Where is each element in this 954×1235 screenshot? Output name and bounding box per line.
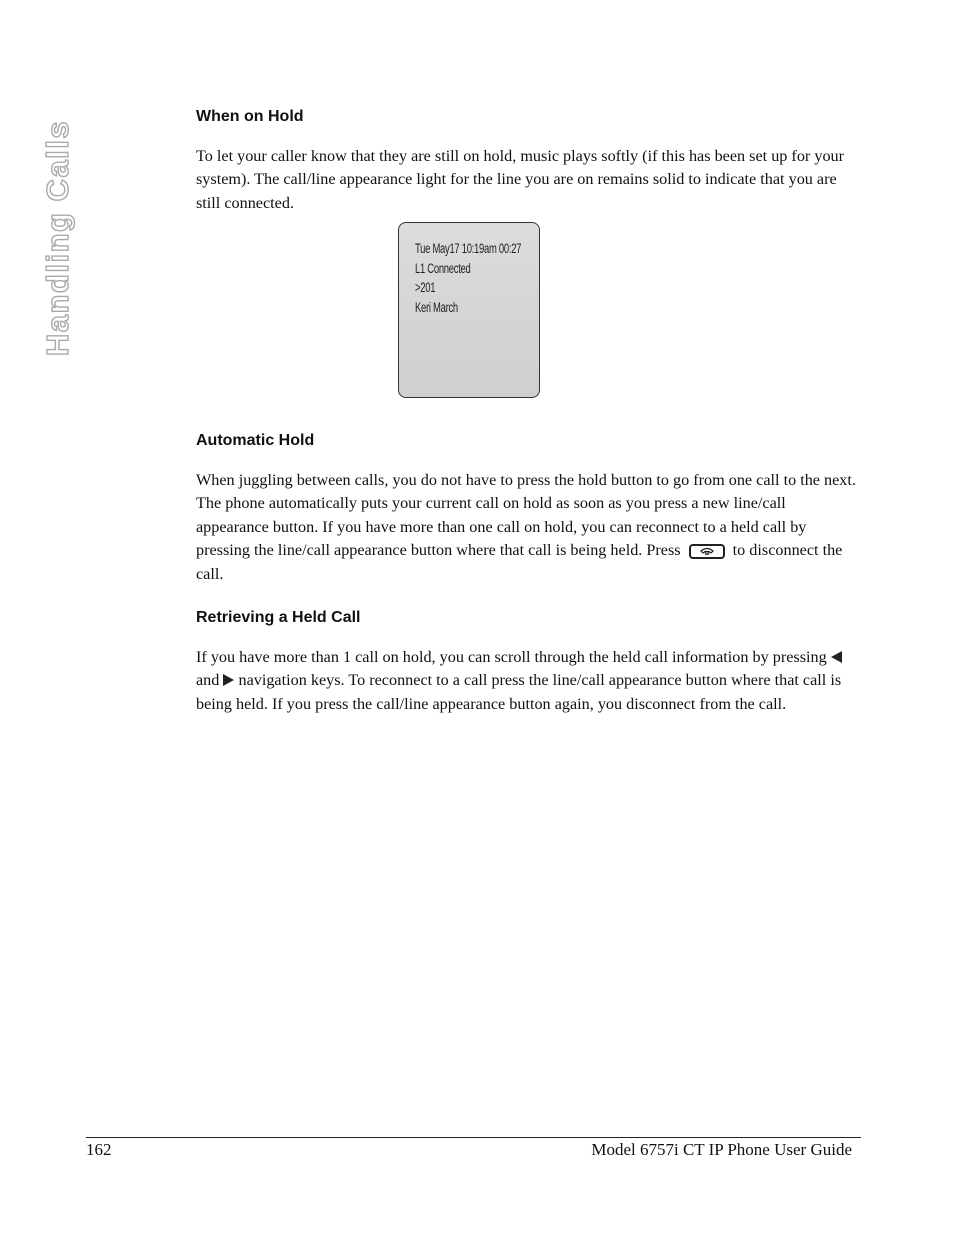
body-automatic-hold-part2: to disconnect the call.	[196, 541, 843, 583]
phone-screen	[398, 222, 540, 398]
body-retrieving-part1: If you have more than 1 call on hold, you can scroll through the held call information by pressing	[196, 648, 827, 666]
page-number: 162	[86, 1140, 112, 1159]
body-retrieving-held-call	[196, 646, 856, 716]
side-tab-label: Handling Calls	[40, 119, 75, 357]
body-retrieving-part3: navigation keys. To reconnect to a call press the line/call appearance button where that call is being held. If you press the call/line appearance button again, you disconnect from the call.	[196, 671, 842, 713]
screen-line-4: Keri March	[415, 300, 458, 316]
footer-rule	[86, 1137, 861, 1138]
screen-line-3: >201	[415, 280, 436, 296]
screen-line-2: L1 Connected	[415, 260, 471, 276]
screen-line-1: Tue May17 10:19am 00:27	[415, 241, 522, 256]
section-when-on-hold	[196, 108, 856, 215]
section-retrieving-held-call	[196, 609, 856, 716]
body-automatic-hold-part1: When juggling between calls, you do not have to press the hold button to go from one call to the next. The phone automatically puts your current call on hold as soon as you press a new line/call appearance button. If you have more than one call on hold, you can reconnect to a held call by pressing the line/call appearance button where that call is being held. Press	[196, 471, 856, 560]
heading-automatic-hold: Automatic Hold	[196, 432, 315, 449]
body-automatic-hold	[196, 469, 856, 586]
left-arrow-icon	[831, 651, 842, 663]
side-tab	[38, 108, 78, 368]
guide-title: Model 6757i CT IP Phone User Guide	[591, 1140, 852, 1159]
right-arrow-icon	[223, 674, 234, 686]
section-automatic-hold	[196, 432, 856, 586]
goodbye-key-icon	[689, 544, 725, 559]
heading-retrieving-held-call: Retrieving a Held Call	[196, 609, 361, 626]
body-retrieving-part2: and	[196, 671, 220, 690]
heading-when-on-hold: When on Hold	[196, 108, 304, 125]
body-when-on-hold: To let your caller know that they are still on hold, music plays softly (if this has been set up for your system). The call/line appearance light for the line you are on remains solid to indicate that you are still connected.	[196, 147, 845, 212]
